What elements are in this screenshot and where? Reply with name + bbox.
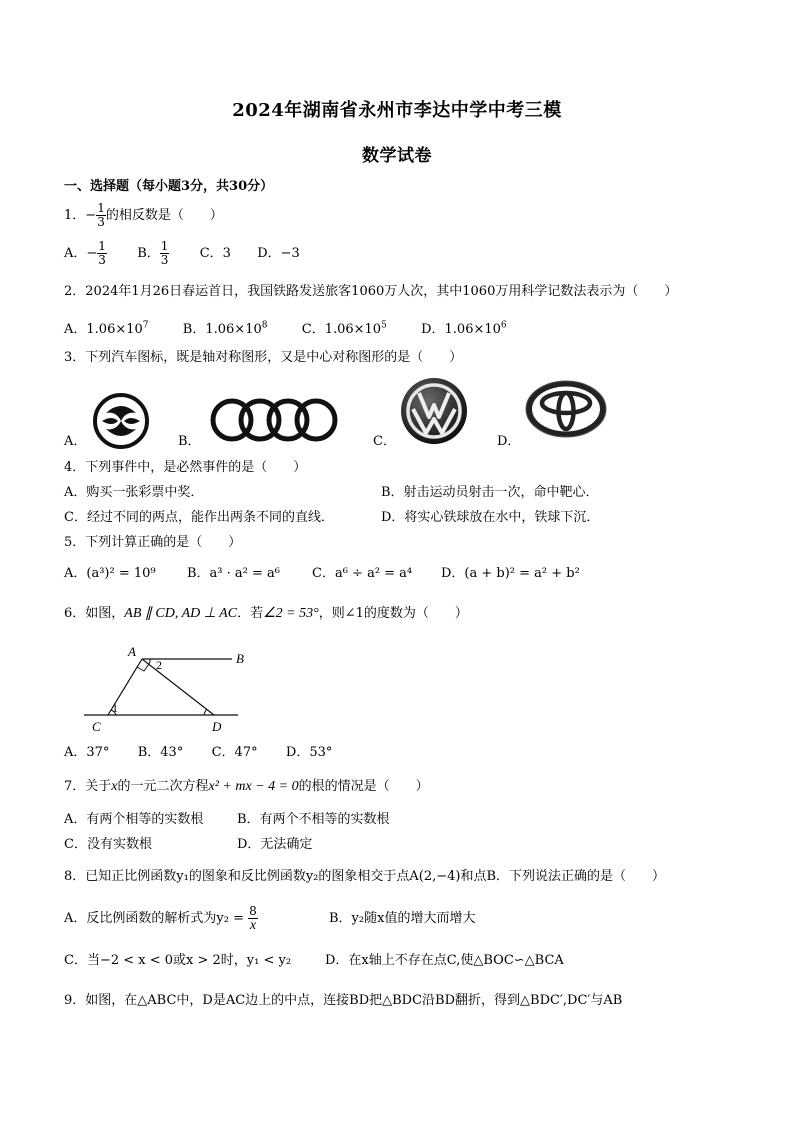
q7-option-d: D．无法确定 xyxy=(237,837,313,852)
q1-b-fraction xyxy=(160,240,170,267)
label-a: A xyxy=(128,644,136,659)
q6-stem-angle: ∠2 = 53° xyxy=(263,606,319,621)
q1-a-fraction xyxy=(97,240,107,267)
label-angle-1: 1 xyxy=(112,701,118,715)
q1-option-a xyxy=(64,239,107,267)
q3-option-c-label: C． xyxy=(373,434,396,449)
q2-d-text: D．1.06×10 xyxy=(421,322,501,338)
q4-option-c: C．经过不同的两点，能作出两条不同的直线． xyxy=(64,510,334,525)
q2-b-exp: 8 xyxy=(261,321,268,331)
q1-frac-num: 1 xyxy=(97,201,105,215)
toyota-logo-icon xyxy=(524,378,608,440)
q7-option-b: B．有两个不相等的实数根 xyxy=(237,812,390,827)
q6-stem-pre: 6．如图， xyxy=(64,606,125,621)
audi-logo-icon xyxy=(208,396,340,444)
q6-stem-math: AB ∥ CD, AD ⊥ AC xyxy=(124,606,238,621)
q7-stem-post: 的根的情况是（ ） xyxy=(298,779,429,794)
q3-option-d-label: D． xyxy=(497,434,521,449)
q8-a-den: x xyxy=(249,918,257,933)
q4-option-a: A．购买一张彩票中奖． xyxy=(64,485,204,500)
q6-option-d: D．53° xyxy=(285,745,333,760)
q7-option-a: A．有两个相等的实数根 xyxy=(64,812,204,827)
q1-b-label: B． xyxy=(137,246,160,261)
q2-b-text: B．1.06×10 xyxy=(182,322,262,338)
question-6 xyxy=(64,606,468,622)
q1-a-sign: − xyxy=(86,246,98,261)
q2-a-text: A．1.06×10 xyxy=(64,322,143,338)
question-5: 5．下列计算正确的是（ ） xyxy=(64,535,242,550)
q8-a-fraction xyxy=(248,905,258,932)
q6-stem-mid: ．若 xyxy=(237,606,264,621)
q2-option-b xyxy=(183,322,268,337)
q2-options xyxy=(64,318,507,338)
q1-sign: − xyxy=(85,208,97,223)
q2-option-a xyxy=(64,322,149,337)
volkswagen-logo-icon xyxy=(399,377,469,445)
q7-stem-mid: 的一元二次方程 xyxy=(117,779,209,794)
q6-option-c: C．47° xyxy=(211,745,258,760)
q1-option-b xyxy=(137,239,169,267)
q5-option-c: C．a⁶ ÷ a² = a⁴ xyxy=(312,566,413,581)
q5-option-d: D．(a + b)² = a² + b² xyxy=(441,566,580,581)
angle-2-arc xyxy=(149,659,150,664)
page-title: 2024年湖南省永州市李达中学中考三模 xyxy=(232,100,562,121)
q1-option-d: D．−3 xyxy=(257,246,300,261)
q3-option-a-label: A． xyxy=(64,434,87,449)
q8-a-text: A．反比例函数的解析式为y₂ = xyxy=(64,911,244,926)
q6-parallel-lines-figure xyxy=(80,640,260,740)
q2-option-d xyxy=(421,322,507,337)
q1-options xyxy=(64,240,300,267)
question-9: 9．如图，在△ABC中，D是AC边上的中点，连接BD把△BDC沿BD翻折，得到△BDC′,DC′与AB xyxy=(64,993,623,1008)
question-2: 2．2024年1月26日春运首日，我国铁路发送旅客1060万人次，其中1060万用科学记数法表示为（ ） xyxy=(64,284,678,299)
q2-c-text: C．1.06×10 xyxy=(301,322,382,338)
q7-option-c: C．没有实数根 xyxy=(64,837,152,852)
question-1 xyxy=(64,202,223,229)
q7-equation: x² + mx − 4 = 0 xyxy=(208,779,299,794)
q1-a-label: A． xyxy=(64,246,87,261)
q7-var: x xyxy=(111,779,118,794)
q8-option-a xyxy=(64,905,258,932)
q4-option-d: D．将实心铁球放在水中，铁球下沉． xyxy=(381,510,600,525)
q6-options xyxy=(64,745,332,761)
question-3: 3．下列汽车图标，既是轴对称图形，又是中心对称图形的是（ ） xyxy=(64,350,463,365)
q6-stem-post: ，则∠1的度数为（ ） xyxy=(318,606,468,621)
q8-option-d: D．在x轴上不存在点C,使△BOC∽△BCA xyxy=(325,953,564,968)
question-7 xyxy=(64,779,429,795)
q1-number: 1． xyxy=(64,208,86,223)
q1-b-den: 3 xyxy=(160,253,169,267)
page-subtitle: 数学试卷 xyxy=(362,146,432,166)
q8-option-b: B．y₂随x值的增大而增大 xyxy=(329,911,476,926)
label-c: C xyxy=(92,719,101,734)
q7-stem-pre: 7．关于 xyxy=(64,779,112,794)
line-ad xyxy=(142,659,214,715)
question-4: 4．下列事件中，是必然事件的是（ ） xyxy=(64,460,307,475)
q1-b-num: 1 xyxy=(160,239,169,253)
q2-c-exp: 5 xyxy=(381,321,387,331)
q4-option-b: B．射击运动员射击一次，命中靶心． xyxy=(381,485,599,500)
q1-option-c: C．3 xyxy=(199,246,231,261)
q1-frac-den: 3 xyxy=(97,215,105,229)
section-heading: 一、选择题（每小题3分，共30分） xyxy=(64,179,274,194)
q5-option-a: A．(a³)² = 10⁹ xyxy=(64,566,156,581)
q8-a-num: 8 xyxy=(249,904,257,918)
q2-d-exp: 6 xyxy=(500,321,507,331)
q8-option-c: C．当−2 < x < 0或x > 2时，y₁ < y₂ xyxy=(64,953,292,968)
label-b: B xyxy=(236,651,244,666)
label-angle-2: 2 xyxy=(156,658,162,672)
q2-a-exp: 7 xyxy=(142,321,149,331)
q6-option-a: A．37° xyxy=(64,745,110,760)
q5-option-b: B．a³ · a² = a⁶ xyxy=(187,566,280,581)
q1-a-num: 1 xyxy=(98,239,106,253)
question-8: 8．已知正比例函数y₁的图象和反比例函数y₂的图象相交于点A(2,−4)和点B．下列说法正确的是（ ） xyxy=(64,869,666,884)
q3-option-b-label: B． xyxy=(178,434,201,449)
q1-fraction xyxy=(96,202,106,229)
q1-stem: 的相反数是（ ） xyxy=(105,208,223,223)
label-d: D xyxy=(212,719,222,734)
dongfeng-logo-icon xyxy=(92,393,150,449)
angle-d-arc xyxy=(204,709,207,715)
q2-option-c xyxy=(302,322,387,337)
q6-option-b: B．43° xyxy=(137,745,184,760)
q1-a-den: 3 xyxy=(98,253,106,267)
